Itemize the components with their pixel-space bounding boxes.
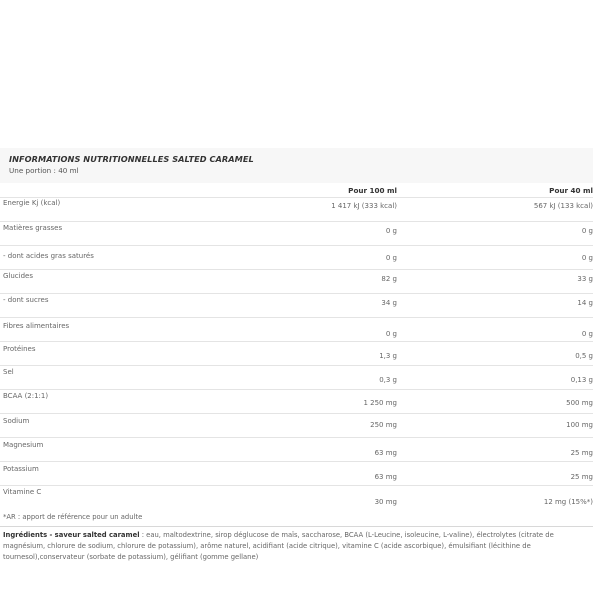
table-row [0, 293, 593, 317]
value-per100: 0,3 g [379, 376, 397, 384]
nutrient-label: - dont sucres [3, 296, 49, 304]
value-per40: 25 mg [570, 473, 593, 481]
table-row [0, 437, 593, 461]
table-row [0, 413, 593, 437]
column-header-per40: Pour 40 ml [549, 186, 593, 195]
nutrient-label: BCAA (2:1:1) [3, 392, 49, 400]
nutrient-label: Protéines [3, 345, 36, 353]
value-per100: 34 g [381, 299, 397, 307]
value-per100: 63 mg [374, 449, 397, 457]
value-per100: 1 417 kJ (333 kcal) [331, 202, 397, 210]
ingredients [0, 526, 593, 563]
nutrient-label: - dont acides gras saturés [3, 252, 94, 260]
ingredients-text: : eau, maltodextrine, sirop déglucose de maïs, saccharose, BCAA (L-Leucine, isoleucine, L-valine), électrolytes (citrate de magnésium, chlorure de sodium, chlorure de potassium), arôme naturel, acidifiant (acide citrique), vitamine C (acide ascorbique), émulsifiant (lécithine de tournesol),conservateur (sorbate de potassium), gélifiant (gomme gellane) [3, 531, 554, 561]
value-per40: 0 g [581, 330, 593, 338]
value-per100: 0 g [385, 254, 397, 262]
value-per40: 0,13 g [570, 376, 593, 384]
table-row [0, 197, 593, 221]
nutrient-label: Sel [3, 368, 14, 376]
nutrient-label: Vitamine C [3, 488, 42, 496]
nutrient-label: Fibres alimentaires [3, 322, 70, 330]
nutrient-label: Matières grasses [3, 224, 63, 232]
value-per40: 567 kJ (133 kcal) [533, 202, 593, 210]
nutrition-title: INFORMATIONS NUTRITIONNELLES SALTED CARAMEL [9, 154, 254, 164]
nutrient-label: Potassium [3, 465, 39, 473]
column-header-per100: Pour 100 ml [348, 186, 397, 195]
nutrition-panel [0, 148, 593, 563]
nutrition-table [0, 197, 593, 509]
value-per100: 30 mg [374, 498, 397, 506]
table-row [0, 461, 593, 485]
nutrient-label: Energie Kj (kcal) [3, 199, 61, 207]
table-row [0, 269, 593, 293]
value-per40: 0 g [581, 254, 593, 262]
value-per100: 63 mg [374, 473, 397, 481]
value-per40: 25 mg [570, 449, 593, 457]
value-per40: 33 g [577, 275, 593, 283]
table-row [0, 389, 593, 413]
value-per100: 250 mg [370, 421, 397, 429]
table-row [0, 245, 593, 269]
footnote: *AR : apport de référence pour un adulte [3, 513, 143, 521]
portion-subtitle: Une portion : 40 ml [9, 166, 79, 175]
value-per100: 82 g [381, 275, 397, 283]
value-per100: 1,3 g [379, 352, 397, 360]
value-per40: 0 g [581, 227, 593, 235]
value-per40: 100 mg [566, 421, 593, 429]
value-per40: 500 mg [566, 399, 593, 407]
nutrition-header [0, 148, 593, 183]
table-row [0, 341, 593, 365]
nutrient-label: Glucides [3, 272, 33, 280]
nutrient-label: Magnesium [3, 441, 44, 449]
table-row [0, 317, 593, 341]
value-per100: 1 250 mg [363, 399, 397, 407]
table-row [0, 485, 593, 509]
value-per40: 12 mg (15%*) [543, 498, 593, 506]
table-row [0, 365, 593, 389]
nutrient-label: Sodium [3, 417, 30, 425]
column-headers [0, 183, 593, 197]
value-per40: 0,5 g [575, 352, 593, 360]
ingredients-label: Ingrédients - saveur salted caramel [3, 531, 140, 539]
value-per100: 0 g [385, 227, 397, 235]
table-row [0, 221, 593, 245]
value-per100: 0 g [385, 330, 397, 338]
value-per40: 14 g [577, 299, 593, 307]
